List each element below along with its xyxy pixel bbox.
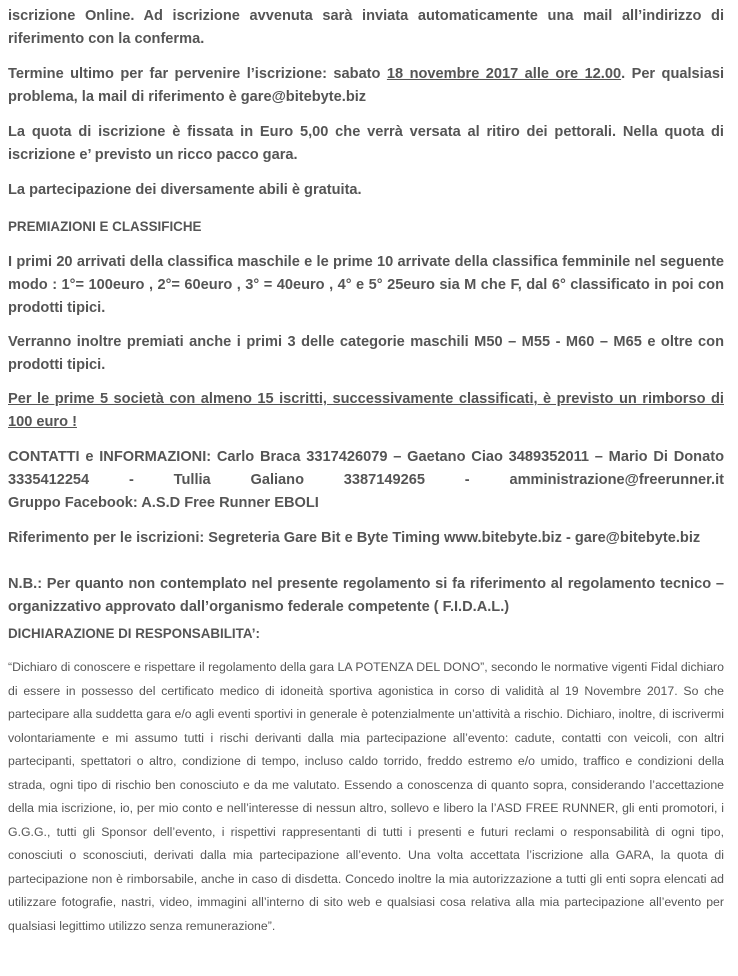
deadline-suffix: . Per qualsiasi problema, la mail di riferimento è gare@bitebyte.biz <box>8 66 725 105</box>
disabled-participation-paragraph: La partecipazione dei diversamente abili è gratuita. <box>8 182 362 198</box>
contacts-line-2: 3335412254 - Tullia Galiano 3387149265 - amministrazione@freerunner.it <box>8 472 724 488</box>
deadline-paragraph <box>8 63 724 109</box>
categories-paragraph: Verranno inoltre premiati anche i primi 3 delle categorie maschili M50 – M55 - M60 – M65 e oltre con prodotti tipici. <box>8 334 724 373</box>
contacts-block <box>8 446 724 515</box>
contacts-line-1: CONTATTI e INFORMAZIONI: Carlo Braca 3317426079 – Gaetano Ciao 3489352011 – Mario Di Donato <box>8 449 724 465</box>
deadline-date: 18 novembre 2017 alle ore 12.00 <box>386 66 622 82</box>
prizes-heading: PREMIAZIONI E CLASSIFICHE <box>8 219 202 234</box>
registration-reference-paragraph: Riferimento per le iscrizioni: Segreteria Gare Bit e Byte Timing www.bitebyte.biz - gare@bitebyte.biz <box>8 530 701 546</box>
nb-paragraph: N.B.: Per quanto non contemplato nel presente regolamento si fa riferimento al regolamento tecnico – organizzativo approvato dall’organismo federale competente ( F.I.D.A.L.) <box>8 576 724 615</box>
deadline-prefix: Termine ultimo per far pervenire l’iscrizione: sabato <box>8 66 387 82</box>
prizes-paragraph: I primi 20 arrivati della classifica maschile e le prime 10 arrivate della classifica femminile nel seguente modo : 1°= 100euro , 2°= 60euro , 3° = 40euro , 4° e 5° 25euro sia M che F, dal 6° classificato in poi con prodotti tipici. <box>8 254 724 316</box>
intro-continuation-paragraph: iscrizione Online. Ad iscrizione avvenuta sarà inviata automaticamente una mail all’indirizzo di riferimento con la conferma. <box>8 8 724 47</box>
declaration-heading: DICHIARAZIONE DI RESPONSABILITA’: <box>8 626 260 641</box>
declaration-paragraph: “Dichiaro di conoscere e rispettare il regolamento della gara LA POTENZA DEL DONO”, secondo le normative vigenti Fidal dichiaro di essere in possesso del certificato medico di idoneità sportiva agonistica in corso di validità al 19 Novembre 2017. So che partecipare alla suddetta gara e/o agli eventi sportivi in generale è potenzialmente un’attività a rischio. Dichiaro, inoltre, di iscrivermi volontariamente e mi assumo tutti i rischi derivanti dalla mia partecipazione all’evento: cadute, contatti con veicoli, con altri partecipanti, spettatori o altro, condizione di tempo, incluso caldo torrido, freddo estremo e/o umido, traffico e condizioni della strada, ogni tipo di rischio ben conosciuto e da me valutato. Essendo a conoscenza di quanto sopra, considerando l’accettazione della mia iscrizione, io, per mio conto e nell’interesse di nessun altro, sollevo e libero la l’ASD FREE RUNNER, gli enti promotori, i G.G.G., tutti gli Sponsor dell’evento, i rispettivi rappresentanti di tutti i presenti e futuri reclami o responsabilità di ogni tipo, conosciuti o sconosciuti, derivati dalla mia partecipazione all’evento. Una volta accettata l’iscrizione alla GARA, la quota di partecipazione non è rimborsabile, anche in caso di disdetta. Concedo inoltre la mia autorizzazione a tutti gli enti sopra elencati ad utilizzare fotografie, nastri, video, immagini all’interno di sito web e qualsiasi cosa relativa alla mia partecipazione all’evento per qualsiasi legittimo utilizzo senza remunerazione”. <box>8 660 724 933</box>
fee-paragraph: La quota di iscrizione è fissata in Euro 5,00 che verrà versata al ritiro dei pettorali. Nella quota di iscrizione e’ previsto un ricco pacco gara. <box>8 124 724 163</box>
contacts-line-3: Gruppo Facebook: A.S.D Free Runner EBOLI <box>8 495 319 511</box>
societies-paragraph: Per le prime 5 società con almeno 15 iscritti, successivamente classificati, è previsto un rimborso di 100 euro ! <box>8 391 724 430</box>
